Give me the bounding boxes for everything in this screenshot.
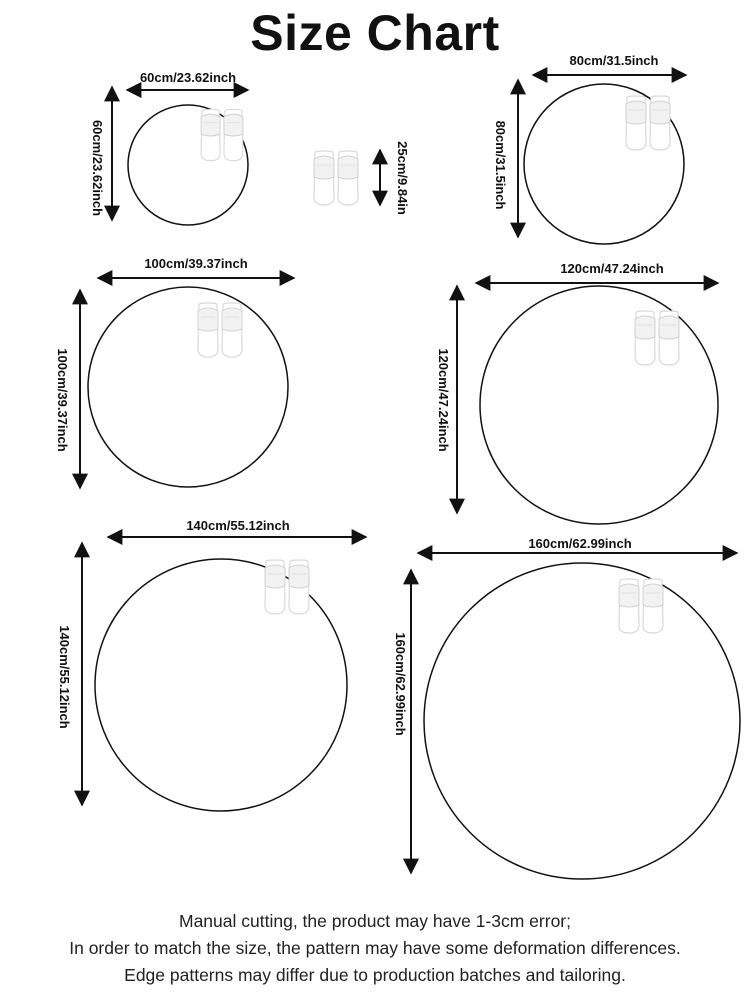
slippers-icon <box>619 579 663 633</box>
reference-label: 25cm/9.84in <box>395 141 410 215</box>
rug-140cm <box>57 518 366 811</box>
width-label-80: 80cm/31.5inch <box>569 53 659 68</box>
rug-60cm <box>90 70 248 225</box>
height-label-100: 100cm/39.37inch <box>55 348 70 452</box>
note-line: Manual cutting, the product may have 1-3cm error; <box>179 911 571 931</box>
rug-160cm <box>393 536 740 879</box>
width-label-60: 60cm/23.62inch <box>139 70 237 85</box>
rug-120cm <box>436 261 718 524</box>
height-label-160: 160cm/62.99inch <box>393 632 408 736</box>
rug-100cm <box>55 256 294 488</box>
slippers-icon <box>265 560 309 614</box>
height-label-60: 60cm/23.62inch <box>90 119 105 217</box>
width-label-160: 160cm/62.99inch <box>528 536 632 551</box>
width-label-140: 140cm/55.12inch <box>186 518 290 533</box>
note-line: Edge patterns may differ due to production batches and tailoring. <box>124 965 626 985</box>
slippers-icon <box>201 109 243 160</box>
disclaimer-notes <box>0 908 750 989</box>
note-line: In order to match the size, the pattern may have some deformation differences. <box>69 938 681 958</box>
slippers-icon <box>198 303 242 357</box>
rug-circle-120 <box>480 286 718 524</box>
page-title: Size Chart <box>250 5 500 61</box>
slippers-icon <box>635 311 679 365</box>
slippers-icon <box>314 151 358 205</box>
rug-80cm <box>493 53 686 244</box>
rug-circle-160 <box>424 563 740 879</box>
height-label-140: 140cm/55.12inch <box>57 625 72 729</box>
height-label-80: 80cm/31.5inch <box>493 120 508 210</box>
slippers-icon <box>626 96 670 150</box>
height-label-120: 120cm/47.24inch <box>436 348 451 452</box>
rug-circle-100 <box>88 287 288 487</box>
width-label-120: 120cm/47.24inch <box>560 261 664 276</box>
width-label-100: 100cm/39.37inch <box>144 256 248 271</box>
reference-slippers <box>314 141 410 215</box>
